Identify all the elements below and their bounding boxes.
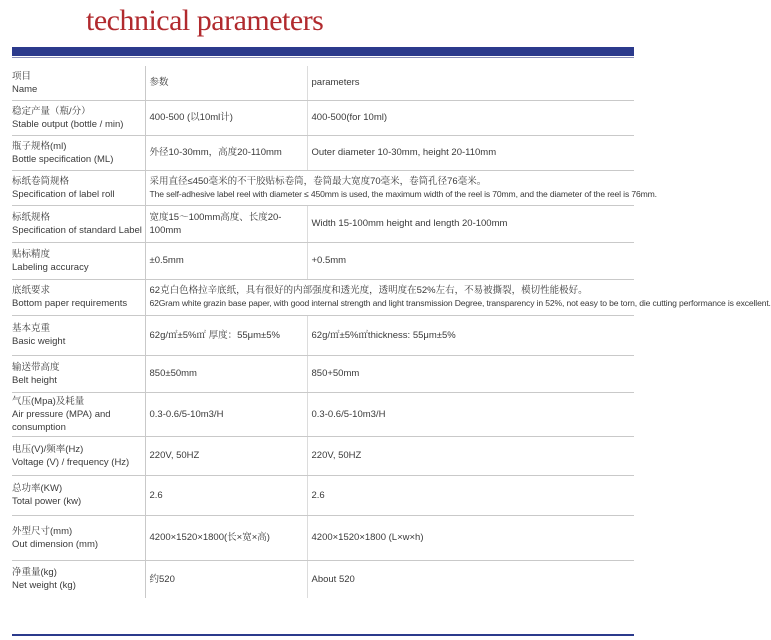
row-name-en: Specification of standard Label xyxy=(12,224,142,236)
name-header-en: Name xyxy=(12,83,38,95)
row-value-en: 400-500(for 10ml) xyxy=(307,100,634,135)
param-header-cn-cell xyxy=(145,66,307,100)
name-header-cn: 项目 xyxy=(12,70,32,82)
row-name-cn: 外型尺寸(mm) xyxy=(12,525,73,537)
row-value-en: 0.3-0.6/5-10m3/H xyxy=(307,392,634,436)
row-name-cn: 总功率(KW) xyxy=(12,483,63,494)
row-value-cn: 4200×1520×1800(长×宽×高) xyxy=(145,515,307,560)
row-value-en: Width 15-100mm height and length 20-100mm xyxy=(307,205,634,242)
table-row xyxy=(12,205,634,242)
row-name-cn: 净重量(kg) xyxy=(12,567,57,579)
row-name-en: Total power (kw) xyxy=(12,496,82,507)
header-divider xyxy=(12,57,634,58)
row-name-cell xyxy=(12,315,145,355)
footer-bar xyxy=(12,634,634,636)
row-name-cell xyxy=(12,205,145,242)
table-row xyxy=(12,242,634,279)
row-name-cell xyxy=(12,242,145,279)
row-value-en: The self-adhesive label reel with diameter ≤ 450mm is used, the maximum width of the reel is 70mm, and the diameter of the reel is 76mm. xyxy=(149,188,657,199)
table-header-row xyxy=(12,66,634,100)
row-name-en: Voltage (V) / frequency (Hz) xyxy=(12,456,130,468)
page-title: technical parameters xyxy=(86,4,324,37)
row-name-en: Out dimension (mm) xyxy=(12,538,99,550)
row-value-en: 2.6 xyxy=(307,475,634,515)
table-row xyxy=(12,170,634,205)
row-value-cn: 220V, 50HZ xyxy=(145,436,307,475)
row-name-cell xyxy=(12,279,145,315)
table-row xyxy=(12,315,634,355)
table-row xyxy=(12,135,634,170)
row-value-cn: 约520 xyxy=(145,560,307,598)
row-name-en: Bottom paper requirements xyxy=(12,298,128,309)
row-value-cn: ±0.5mm xyxy=(145,242,307,279)
row-name-cell xyxy=(12,135,145,170)
row-name-cell xyxy=(12,392,145,436)
row-value-cn: 400-500 (以10ml计) xyxy=(145,100,307,135)
table-row xyxy=(12,475,634,515)
header-bar xyxy=(12,47,634,56)
row-name-en: Net weight (kg) xyxy=(12,580,76,592)
row-name-cn: 瓶子规格(ml) xyxy=(12,140,67,152)
row-name-en: Labeling accuracy xyxy=(12,261,89,273)
row-value-cn: 宽度15～100mm高度、长度20-100mm xyxy=(145,205,307,242)
row-name-cell xyxy=(12,475,145,515)
row-name-cell xyxy=(12,436,145,475)
row-value-cn: 0.3-0.6/5-10m3/H xyxy=(145,392,307,436)
row-value-en: 4200×1520×1800 (L×w×h) xyxy=(307,515,634,560)
row-name-cn: 标纸规格 xyxy=(12,211,51,223)
row-value-cn: 2.6 xyxy=(145,475,307,515)
param-header-en: parameters xyxy=(311,77,360,89)
row-value-en: Outer diameter 10-30mm, height 20-110mm xyxy=(307,135,634,170)
row-value-cn: 850±50mm xyxy=(145,355,307,392)
row-value-cn: 62g/㎡±5%㎡ 厚度：55μm±5% xyxy=(145,315,307,355)
row-name-en: Stable output (bottle / min) xyxy=(12,118,124,130)
row-value-en: +0.5mm xyxy=(307,242,634,279)
table-row xyxy=(12,436,634,475)
row-name-en: Bottle specification (ML) xyxy=(12,153,114,165)
row-name-en: Air pressure (MPA) and consumption xyxy=(12,408,111,433)
row-name-en: Basic weight xyxy=(12,336,66,347)
row-name-cn: 标纸卷筒规格 xyxy=(12,175,70,187)
param-header-cn: 参数 xyxy=(149,77,169,89)
row-value-cn: 外径10-30mm，高度20-110mm xyxy=(145,135,307,170)
row-value-cn: 62克白色格拉辛底纸，具有很好的内部强度和透光度，透明度在52%左右，不易被撕裂，模切性能极好。 xyxy=(149,285,588,296)
row-name-cn: 气压(Mpa)及耗量 xyxy=(12,395,85,407)
row-name-cn: 输送带高度 xyxy=(12,361,60,373)
row-name-cn: 电压(V)/频率(Hz) xyxy=(12,443,84,455)
row-value-cn: 采用直径≤450毫米的不干胶贴标卷筒，卷筒最大宽度70毫米，卷筒孔径76毫米。 xyxy=(149,175,487,187)
row-value-en: 220V, 50HZ xyxy=(307,436,634,475)
row-name-cell xyxy=(12,355,145,392)
row-name-cell xyxy=(12,170,145,205)
row-name-cell xyxy=(12,560,145,598)
parameters-table xyxy=(12,66,771,598)
table-row xyxy=(12,355,634,392)
table-row xyxy=(12,560,634,598)
table-row xyxy=(12,100,634,135)
row-name-en: Specification of label roll xyxy=(12,188,115,200)
row-name-cell xyxy=(12,100,145,135)
table-row xyxy=(12,392,634,436)
row-value-merged xyxy=(145,170,657,205)
row-name-cn: 稳定产量（瓶/分） xyxy=(12,105,91,117)
row-name-cell xyxy=(12,515,145,560)
table-row xyxy=(12,515,634,560)
row-name-cn: 贴标精度 xyxy=(12,248,51,260)
row-name-en: Belt height xyxy=(12,374,57,386)
row-value-en: 850+50mm xyxy=(307,355,634,392)
row-value-en: 62g/㎡±5%㎡thickness: 55μm±5% xyxy=(307,315,634,355)
name-header-cell xyxy=(12,66,145,100)
row-name-cn: 基本克重 xyxy=(12,323,51,334)
param-header-en-cell xyxy=(307,66,634,100)
table-row xyxy=(12,279,634,315)
row-value-merged xyxy=(145,279,771,315)
row-value-en: About 520 xyxy=(311,573,355,585)
row-name-cn: 底纸要求 xyxy=(12,285,51,296)
row-value-en: 62Gram white grazin base paper, with good internal strength and light transmission Degree, transparency in 52%, not easy to be torn, die cutting performance is excellent. xyxy=(149,298,771,308)
